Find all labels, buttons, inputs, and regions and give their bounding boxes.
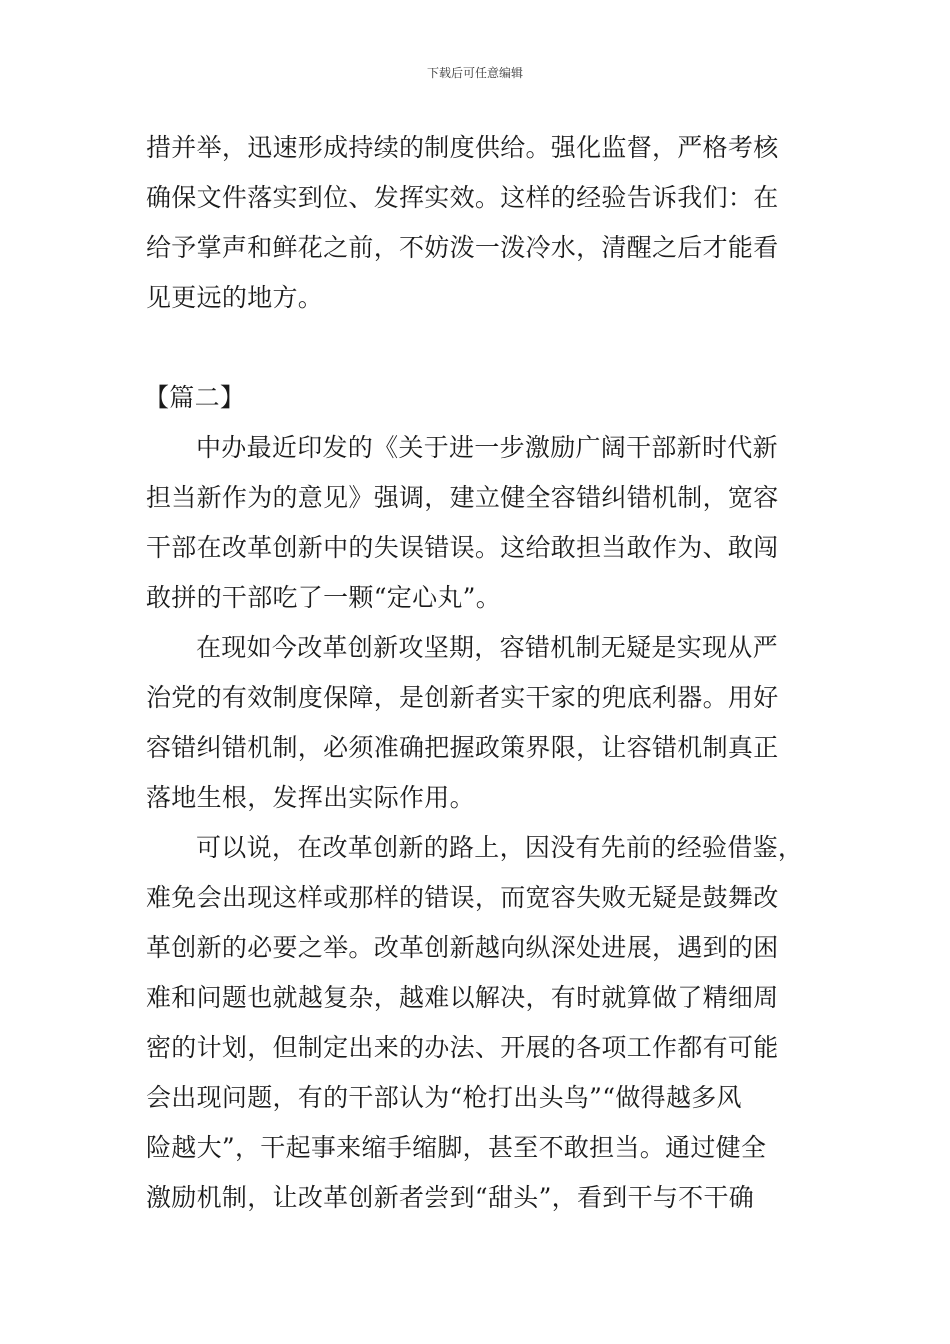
body-line: 可以说，在改革创新的路上，因没有先前的经验借鉴， (196, 833, 804, 862)
body-line: 干部在改革创新中的失误错误。这给敢担当敢作为、敢闯 (146, 533, 779, 562)
body-line: 担当新作为的意见》强调，建立健全容错纠错机制，宽容 (146, 483, 779, 512)
body-line: 激励机制，让改革创新者尝到“甜头”，看到干与不干确 (146, 1183, 755, 1212)
body-line: 见更远的地方。 (146, 283, 324, 312)
body-line: 难免会出现这样或那样的错误，而宽容失败无疑是鼓舞改 (146, 883, 779, 912)
body-line: 措并举，迅速形成持续的制度供给。强化监督，严格考核 (146, 133, 779, 162)
body-line: 给予掌声和鲜花之前，不妨泼一泼冷水，清醒之后才能看 (146, 233, 779, 262)
body-line: 治党的有效制度保障，是创新者实干家的兜底利器。用好 (146, 683, 779, 712)
body-line: 中办最近印发的《关于进一步激励广阔干部新时代新 (196, 433, 778, 462)
body-line: 难和问题也就越复杂，越难以解决，有时就算做了精细周 (146, 983, 779, 1012)
body-line: 革创新的必要之举。改革创新越向纵深处进展，遇到的困 (146, 933, 779, 962)
body-line: 容错纠错机制，必须准确把握政策界限，让容错机制真正 (146, 733, 779, 762)
body-line: 在现如今改革创新攻坚期，容错机制无疑是实现从严 (196, 633, 778, 662)
section-heading: 【篇二】 (144, 383, 246, 412)
body-line: 敢拼的干部吃了一颗“定心丸”。 (146, 583, 502, 612)
body-line: 密的计划，但制定出来的办法、开展的各项工作都有可能 (146, 1033, 779, 1062)
body-line: 会出现问题，有的干部认为“枪打出头鸟”“做得越多风 (146, 1083, 742, 1112)
body-line: 确保文件落实到位、发挥实效。这样的经验告诉我们：在 (146, 183, 779, 212)
body-line: 险越大”，干起事来缩手缩脚，甚至不敢担当。通过健全 (146, 1133, 767, 1162)
body-line: 落地生根，发挥出实际作用。 (146, 783, 475, 812)
page-header: 下载后可任意编辑 (426, 66, 523, 80)
